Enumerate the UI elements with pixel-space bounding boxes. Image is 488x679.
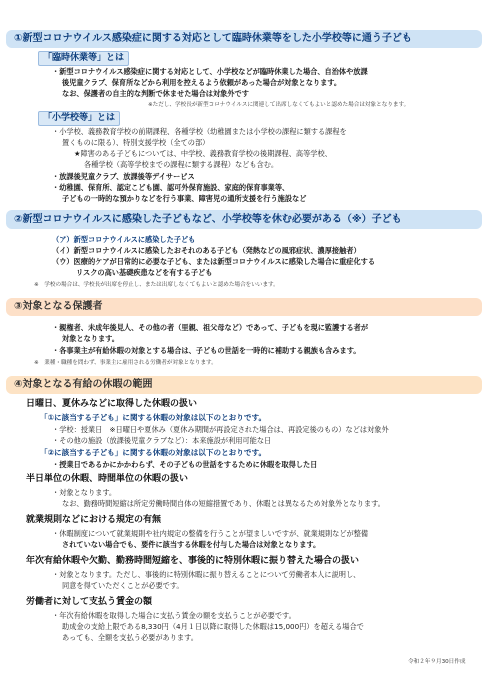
s4-h2: 半日単位の休暇、時間単位の休暇の扱い [26, 474, 189, 484]
s3-line-3: ・各事業主が有給休暇の対象とする場合は、子どもの世話を一時的に補助する親族も含みます。 [52, 346, 361, 355]
s4-h2b: なお、勤務時間短縮は所定労働時間自体の短縮措置であり、休暇とは異なるため対象外となります。 [62, 499, 385, 508]
section3-header: ③対象となる保護者 [6, 298, 482, 316]
s2-item-i: （イ）新型コロナウイルスに感染したおそれのある子ども（発熱などの風邪症状、濃厚接触者） [52, 246, 361, 255]
s2-item-u1: （ウ）医療的ケアが日常的に必要な子ども、または新型コロナウイルスに感染した場合に重症化する [52, 257, 376, 266]
s1-line-2g: 子どもの一時的な預かりなどを行う事業、障害児の通所支援を行う施設など [62, 194, 307, 203]
s4-h5: 労働者に対して支払う賃金の額 [26, 597, 153, 607]
s3-line-2: 対象となります。 [62, 334, 119, 343]
creation-date: 令和２年９月30日作成 [408, 659, 466, 665]
s4-h5c: あっても、全額を支払う必要があります。 [62, 633, 198, 642]
label-rinji: 「臨時休業等」とは [38, 51, 129, 66]
s3-line-1: ・親権者、未成年後見人、その他の者（里親、祖父母など）であって、子どもを現に監護する者が [52, 323, 369, 332]
s1-line-c: なお、保護者の自主的な判断で休ませた場合は対象外です [62, 89, 249, 98]
s4-h2a: ・対象となります。 [52, 488, 117, 497]
section1-header: ①新型コロナウイルス感染症に関する対応として臨時休業等をした小学校等に通う子ども [6, 30, 482, 48]
s4-h1b: ・学校：授業日 ※日曜日や夏休み（夏休み期間が再設定された場合は、再設定後のもの）などは対象外 [52, 425, 389, 434]
s4-h4a: ・対象となります。ただし、事後的に特別休暇に振り替えることについて労働者本人に説明し、 [52, 570, 361, 579]
s4-h1d: 「②に該当する子ども」に関する休暇の対象は以下のとおりです。 [40, 448, 267, 457]
s1-line-2e: ・放課後児童クラブ、放課後等デイサービス [52, 172, 195, 181]
section2-header: ②新型コロナウイルスに感染した子どもなど、小学校等を休む必要がある（※）子ども [6, 210, 482, 229]
s2-note: ※ 学校の場合は、学校長が出席を停止し、または出席しなくてもよいと認めた場合をいいます。 [34, 282, 279, 288]
s1-line-a: ・新型コロナウイルス感染症に関する対応として、小学校などが臨時休業した場合、自治体や放課 [52, 67, 368, 76]
s1-line-2d: 各種学校（高等学校までの課程に類する課程）なども含む。 [84, 160, 279, 169]
s4-h3a: ・休暇制度について就業規則や社内規定の整備を行うことが望ましいですが、就業規則などが整備 [52, 529, 369, 538]
section4-header: ④対象となる有給の休暇の範囲 [6, 376, 482, 394]
s3-note: ※ 業種・職種を問わず、事業主に雇用される労働者が対象となります。 [34, 360, 217, 366]
s1-line-2f: ・幼稚園、保育所、認定こども園、認可外保育施設、家庭的保育事業等、 [52, 183, 290, 192]
label-school: 「小学校等」とは [38, 111, 120, 126]
s1-line-b: 後児童クラブ、保育所などから利用を控えるよう依頼があった場合が対象となります。 [62, 78, 342, 87]
s4-h3b: されていない場合でも、要件に該当する休暇を付与した場合は対象となります。 [62, 540, 321, 549]
s1-note: ※ただし、学校長が新型コロナウイルスに関連して出席しなくてもよいと認めた場合は対象となります。 [148, 102, 410, 108]
s1-line-2c: ★障害のある子どもについては、中学校、義務教育学校の後期課程、高等学校、 [74, 149, 332, 158]
s4-h4: 年次有給休暇や欠勤、勤務時間短縮を、事後的に特別休暇に振り替えた場合の扱い [26, 556, 360, 566]
s4-h5b: 助成金の支給上限である8,330円（4月１日以降に取得した休暇は15,000円）を超える場合で [62, 622, 364, 631]
s2-item-a: （ア）新型コロナウイルスに感染した子ども [52, 235, 196, 244]
s4-h1c: ・その他の施設（放課後児童クラブなど）：本来施設が利用可能な日 [52, 436, 272, 445]
s4-h1e: ・授業日であるかにかかわらず、その子どもの世話をするために休暇を取得した日 [52, 460, 318, 469]
s2-item-u2: リスクの高い基礎疾患などを有する子ども [76, 268, 213, 277]
s1-line-2b: 置くものに限る）、特別支援学校（全ての部） [62, 138, 210, 147]
s4-h1: 日曜日、夏休みなどに取得した休暇の扱い [26, 399, 198, 409]
s1-line-2a: ・小学校、義務教育学校の前期課程、各種学校（幼稚園または小学校の課程に類する課程を [52, 127, 347, 136]
s4-h4b: 同意を得ていただくことが必要です。 [62, 581, 184, 590]
s4-h5a: ・年次有給休暇を取得した場合に支払う賃金の額を支払うことが必要です。 [52, 611, 296, 620]
s4-h1a: 「①に該当する子ども」に関する休暇の対象は以下のとおりです。 [40, 413, 267, 422]
s4-h3: 就業規則などにおける規定の有無 [26, 515, 162, 525]
